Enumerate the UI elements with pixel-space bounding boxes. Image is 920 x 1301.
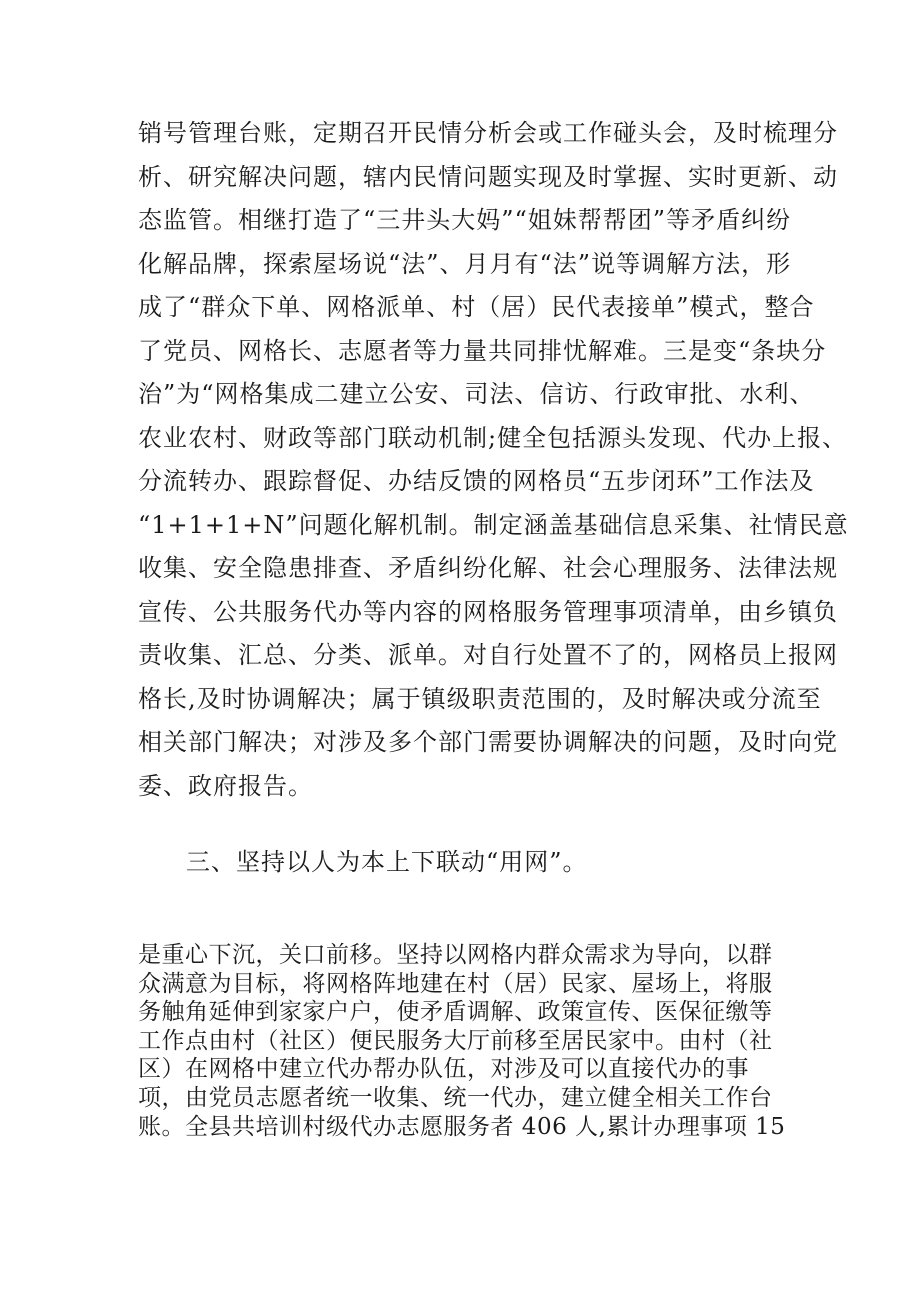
text-line: 相关部门解决；对涉及多个部门需要协调解决的问题，及时向党	[138, 728, 838, 756]
text-line: 了党员、网格长、志愿者等力量共同排忧解难。三是变“条块分	[138, 336, 827, 365]
text-line: 销号管理台账，定期召开民情分析会或工作碰头会，及时梳理分	[138, 119, 838, 147]
text-line: 析、研究解决问题，辖内民情问题实现及时掌握、实时更新、动	[138, 162, 838, 191]
text-line: 成了“群众下单、网格派单、村（居）民代表接单”模式，整合	[138, 293, 815, 321]
text-line: 收集、安全隐患排查、矛盾纠纷化解、社会心理服务、法律法规	[138, 554, 838, 582]
text-line: 化解品牌，探索屋场说“法”、月月有“法”说等调解方法，形	[138, 249, 792, 278]
text-line: 委、政府报告。	[138, 771, 313, 800]
text-line: 账。全县共培训村级代办志愿服务者 406 人,累计办理事项 15	[138, 1113, 786, 1140]
text-line: 农业农村、财政等部门联动机制;健全包括源头发现、代办上报、	[138, 423, 848, 452]
text-line: 区）在网格中建立代办帮办队伍，对涉及可以直接代办的事	[138, 1056, 749, 1083]
text-line: 格长,及时协调解决；属于镇级职责范围的，及时解决或分流至	[138, 684, 822, 713]
text-line: 项，由党员志愿者统一收集、统一代办，建立健全相关工作台	[138, 1084, 773, 1111]
text-line: 众满意为目标，将网格阵地建在村（居）民家、屋场上，将服	[138, 970, 773, 997]
text-line: 治”为“网格集成二建立公安、司法、信访、行政审批、水利、	[138, 380, 815, 408]
section-heading: 三、坚持以人为本上下联动“用网”。	[186, 848, 588, 876]
text-line: 分流转办、跟踪督促、办结反馈的网格员“五步闭环”工作法及	[138, 467, 815, 495]
text-line: 务触角延伸到家家户户，使矛盾调解、政策宣传、医保征缴等	[138, 999, 773, 1026]
body-paragraph-1	[138, 112, 849, 808]
text-line: 态监管。相继打造了“三井头大妈”“姐妹帮帮团”等矛盾纠纷	[138, 206, 792, 234]
text-line: 是重心下沉，关口前移。坚持以网格内群众需求为导向，以群	[138, 942, 773, 968]
text-line: 工作点由村（社区）便民服务大厅前移至居民家中。由村（社	[138, 1027, 773, 1054]
text-line: 宣传、公共服务代办等内容的网格服务管理事项清单，由乡镇负	[138, 597, 838, 626]
text-line: “1+1+1+N”问题化解机制。制定涵盖基础信息采集、社情民意	[138, 510, 849, 539]
body-paragraph-2	[138, 941, 788, 1141]
text-line: 责收集、汇总、分类、派单。对自行处置不了的，网格员上报网	[138, 641, 838, 669]
